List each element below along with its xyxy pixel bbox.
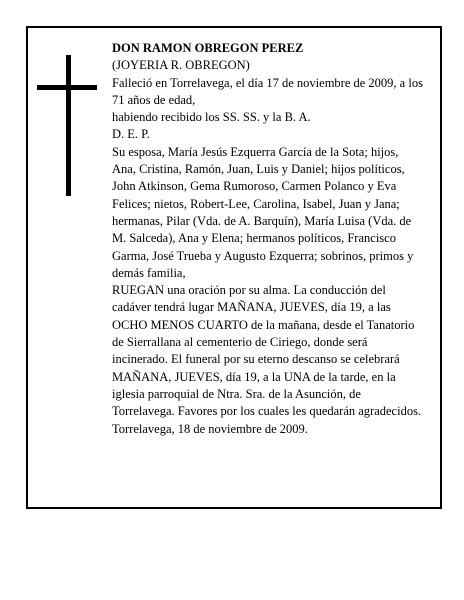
cross-icon-horizontal-bar: [37, 85, 97, 90]
rip-line: D. E. P.: [112, 127, 150, 142]
cross-icon-vertical-bar: [66, 55, 71, 196]
obituary-text: [112, 40, 424, 438]
business-name: (JOYERIA R. OBREGON): [112, 58, 250, 73]
sacraments-line: habiendo recibido los SS. SS. y la B. A.: [112, 110, 311, 125]
ceremony-details: RUEGAN una oración por su alma. La conducción del cadáver tendrá lugar MAÑANA, JUEVES, día 19, a las OCHO MENOS CUARTO de la mañana, desde el Tanatorio de Sierrallana al cementerio de Ciriego, donde será incinerado. El funeral por su eterno descanso se celebrará MAÑANA, JUEVES, día 19, a la UNA de la tarde, en la iglesia parroquial de Ntra. Sra. de la Asunción, de Torrelavega. Favores por los cuales les quedarán agradecidos.: [112, 283, 422, 419]
family-list: Su esposa, María Jesús Ezquerra García de la Sota; hijos, Ana, Cristina, Ramón, Juan, Luis y Daniel; hijos políticos, John Atkinson, Gema Rumoroso, Carmen Polanco y Eva Felices; nietos, Robert-Lee, Carolina, Isabel, Juan y Jana; hermanas, Pilar (Vda. de A. Barquín), María Luisa (Vda. de M. Salceda), Ana y Elena; hermanos políticos, Francisco Garma, José Trueba y Augusto Ezquerra; sobrinos, primos y demás familia,: [112, 144, 414, 280]
place-date: Torrelavega, 18 de noviembre de 2009.: [112, 421, 308, 436]
deceased-name: DON RAMON OBREGON PEREZ: [112, 41, 304, 55]
death-info: Falleció en Torrelavega, el día 17 de noviembre de 2009, a los 71 años de edad,: [112, 75, 423, 107]
